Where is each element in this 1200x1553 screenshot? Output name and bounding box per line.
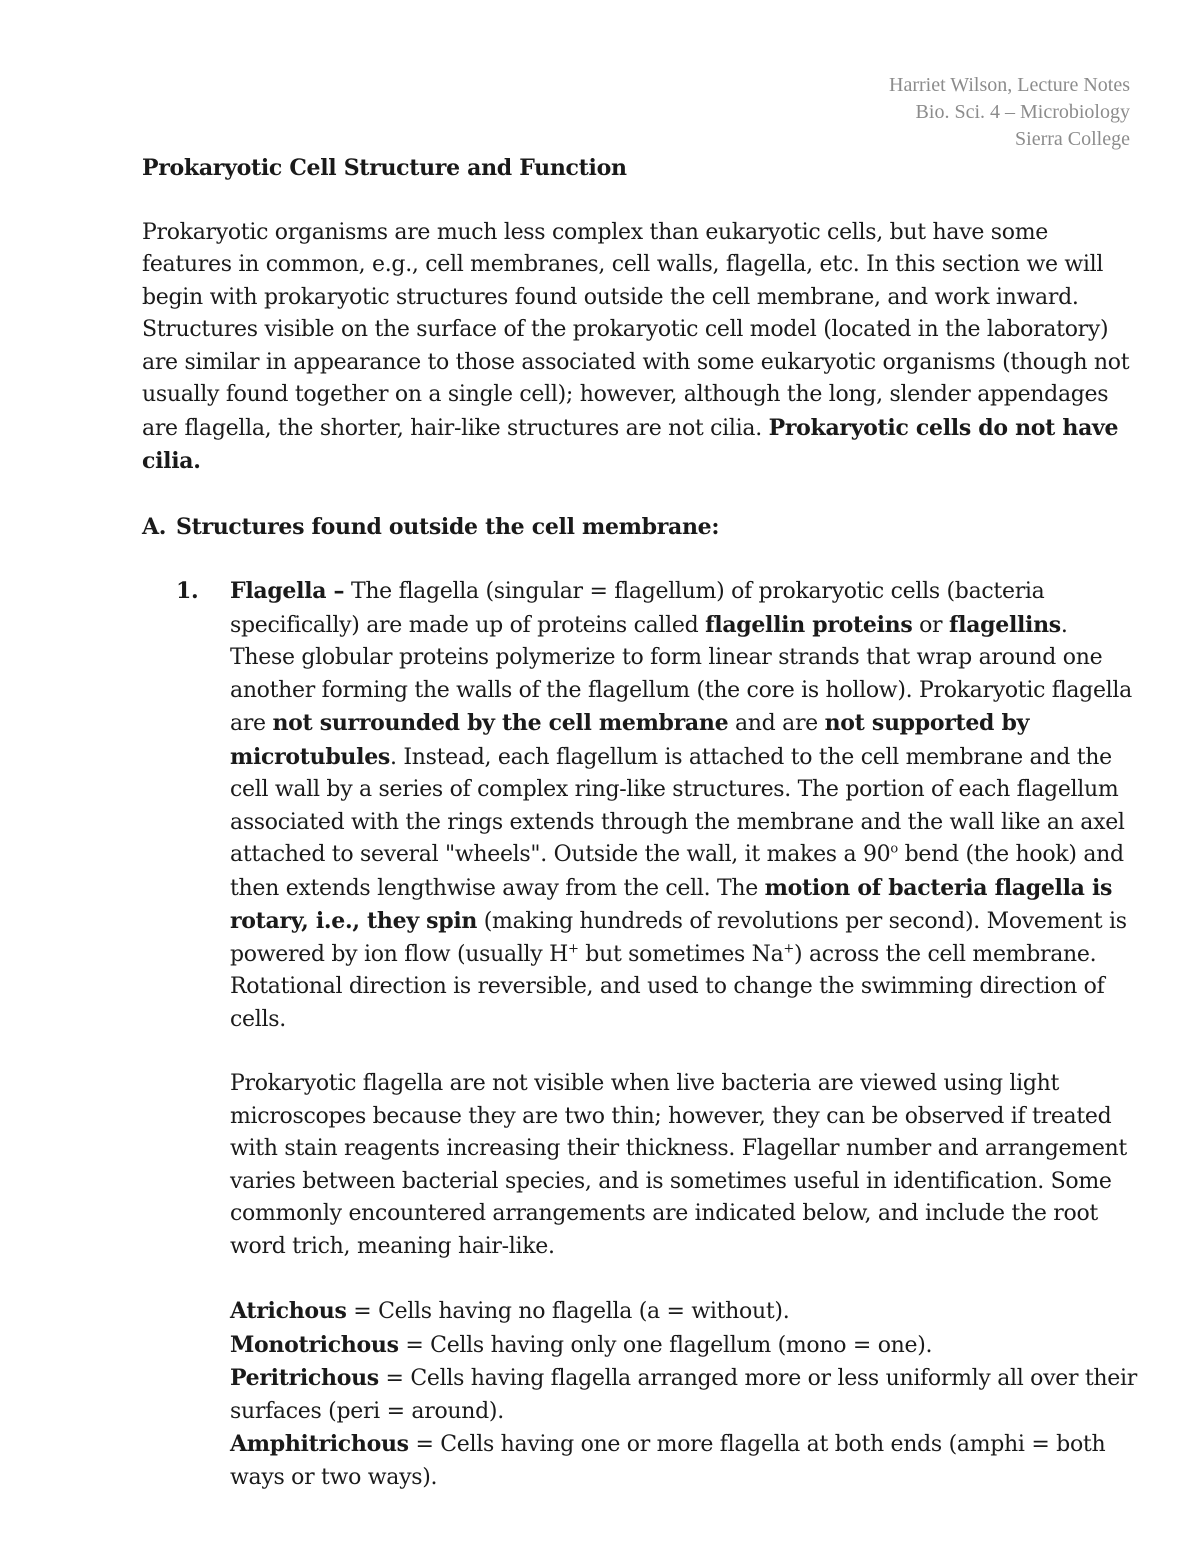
section-letter: A. [142, 513, 167, 540]
list-item-flagella [142, 575, 1138, 1036]
header-author: Harriet Wilson, Lecture Notes [889, 74, 1130, 96]
flagella-bold-2: flagellins [948, 611, 1061, 638]
flagella-paragraph [230, 575, 1138, 1036]
hydrogen-charge-superscript: + [568, 941, 579, 957]
intro-bold-statement: Prokaryotic cells do not have cilia. [142, 414, 1119, 474]
flagella-text-3: . These globular proteins polymerize to form linear strands that wrap around one another forming the walls of the flagellum (the core is hollow). Prokaryotic flagella are [230, 612, 1132, 736]
page-title: Prokaryotic Cell Structure and Function [142, 155, 627, 181]
flagella-text-6: bend (the hook) and then extends lengthwise away from the cell. The [230, 842, 1124, 901]
intro-text: Prokaryotic organisms are much less complex than eukaryotic cells, but have some features in common, e.g., cell membranes, cell walls, flagella, etc. In this section we will begin with prokaryotic structures found outside the cell membrane, and work inward. Structures visible on the surface of the prokaryotic cell model (located in the laboratory) are similar in appearance to those associated with some eukaryotic organisms (though not usually found together on a single cell); however, although the long, slender appendages are flagella, the shorter, hair-like structures are not cilia. [142, 219, 1130, 441]
flagella-text-5: . Instead, each flagellum is attached to the cell membrane and the cell wall by a series of complex ring-like structures. The portion of each flagellum associated with the rings extends through the membrane and the wall like an axel attached to several "wheels". Outside the wall, it makes a 90 [230, 744, 1125, 867]
definition-text: = Cells having flagella arranged more or less uniformly all over their surfaces (peri = around). [230, 1366, 1137, 1424]
definition-term: Atrichous [230, 1298, 347, 1324]
flagella-bold-3: not surrounded by the cell membrane [272, 710, 729, 736]
list-item-number: 1. [176, 578, 199, 604]
document-body [142, 152, 1138, 1494]
header-college: Sierra College [1015, 128, 1130, 150]
flagella-bold-4: not supported by microtubules [230, 710, 1030, 770]
flagella-text-4: and are [728, 711, 825, 736]
intro-paragraph [142, 217, 1138, 479]
section-heading-a [142, 511, 1138, 544]
flagella-bold-1: flagellin proteins [705, 611, 913, 638]
definition-peritrichous [230, 1362, 1138, 1428]
definition-term: Peritrichous [230, 1365, 379, 1391]
visibility-paragraph: Prokaryotic flagella are not visible when live bacteria are viewed using light microscopes because they are two thin; however, they can be observed if treated with stain reagents increasing their thickness. Flagellar number and arrangement varies between bacterial species, and is sometimes useful in identification. Some commonly encountered arrangements are indicated below, and include the root word trich, meaning hair-like. [230, 1071, 1127, 1259]
definition-text: = Cells having only one flagellum (mono = one). [398, 1332, 933, 1358]
flagella-text-1: The flagella (singular = flagellum) of prokaryotic cells (bacteria specifically) are made up of proteins called [230, 579, 1045, 638]
flagella-text-9: ) across the cell membrane. Rotational direction is reversible, and used to change the swimming direction of cells. [230, 941, 1105, 1032]
definition-term: Monotrichous [230, 1331, 399, 1358]
definition-amphitrichous [230, 1428, 1138, 1494]
flagella-bold-5: motion of bacteria flagella is rotary, i.e., they spin [230, 874, 1113, 934]
flagella-term: Flagella – [230, 578, 345, 604]
header-course: Bio. Sci. 4 – Microbiology [915, 101, 1130, 123]
definition-term: Amphitrichous [230, 1431, 409, 1457]
sodium-charge-superscript: + [783, 941, 794, 957]
degree-superscript: o [890, 841, 898, 857]
definition-text: = Cells having one or more flagella at both ends (amphi = both ways or two ways). [230, 1432, 1106, 1490]
definition-list [142, 1295, 1138, 1494]
definition-atrichous [230, 1295, 1138, 1329]
flagella-text-8: but sometimes Na [578, 941, 784, 967]
section-heading-text: Structures found outside the cell membrane: [176, 513, 720, 540]
flagella-text-7: (making hundreds of revolutions per second). Movement is powered by ion flow (usually H [230, 909, 1127, 967]
page-header [889, 72, 1130, 153]
definition-monotrichous [230, 1329, 1138, 1363]
flagella-text-2: or [912, 612, 949, 638]
definition-text: = Cells having no flagella (a = without). [346, 1299, 790, 1324]
